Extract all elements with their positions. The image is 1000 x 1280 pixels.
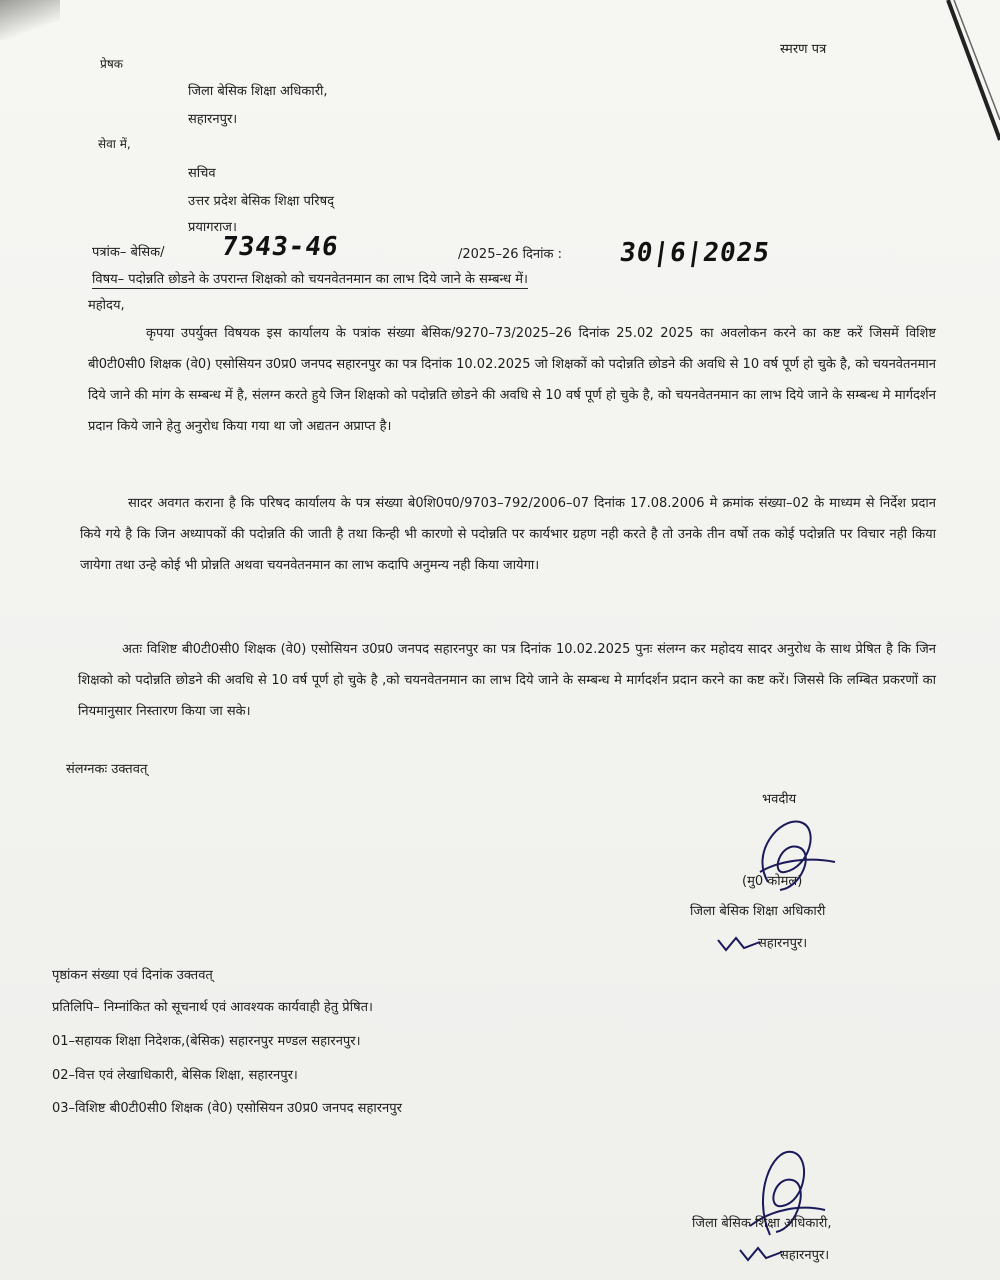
signature-initial-2 (738, 1244, 784, 1264)
paragraph-2: सादर अवगत कराना है कि परिषद कार्यालय के पत्र संख्या बे0शि0प0/9703–792/2006–07 दिनांक 17.08.2006 मे क्रमांक संख्या–02 के माध्यम से निर्देश प्रदान किये गये है कि जिन अध्यापकों की पदोन्नति की जाती है तथा किन्ही भी कारणो से पदोन्नति पर कार्यभार ग्रहण नही करते है तो उनके तीन वर्षो तक कोई पदोन्नति पर विचार नही किया जायेगा तथा उन्हे कोई भी प्रोन्नति अथवा चयनवेतनमान का लाभ कदापि अनुमन्य नही किया जायेगा। (80, 496, 936, 573)
signatory-designation: जिला बेसिक शिक्षा अधिकारी (690, 904, 826, 919)
recipient-designation: सचिव (188, 166, 216, 181)
page-corner-shadow (0, 0, 60, 40)
reminder-note: स्मरण पत्र (780, 42, 827, 57)
reference-year-date-label: /2025–26 दिनांक : (458, 247, 562, 262)
date-handwritten: 30|6|2025 (617, 238, 772, 268)
salutation: महोदय, (88, 298, 125, 313)
recipient-place: प्रयागराज। (188, 220, 237, 235)
copy-item-2: 02–वित्त एवं लेखाधिकारी, बेसिक शिक्षा, सहारनपुर। (52, 1068, 298, 1083)
pen-edge (930, 0, 1000, 150)
paragraph-1: कृपया उपर्युक्त विषयक इस कार्यालय के पत्रांक संख्या बेसिक/9270–73/2025–26 दिनांक 25.02 2025 का अवलोकन करने का कष्ट करें जिसमें विशिष्ट बी0टी0सी0 शिक्षक (वे0) एसोसियन उ0प्र0 जनपद सहारनपुर का पत्र दिनांक 10.02.2025 जो शिक्षकों को पदोन्नति छोडने की अवधि से 10 वर्ष पूर्ण हो चुके है, को चयनवेतनमान दिये जाने की मांग के सम्बन्ध में है, संलग्न करते हुये जिन शिक्षको को पदोन्नति छोडने की अवधि से 10 वर्ष पूर्ण हो चुके है, को चयनवेतनमान का लाभ दिये जाने के सम्बन्ध मे मार्गदर्शन प्रदान किये जाने हेतु अनुरोध किया गया था जो अद्यतन अप्राप्त है। (88, 326, 936, 434)
copy-item-3: 03–विशिष्ट बी0टी0सी0 शिक्षक (वे0) एसोसियन उ0प्र0 जनपद सहारनपुर (52, 1101, 402, 1116)
signatory-place: सहारनपुर। (758, 936, 808, 951)
signature-initial (716, 934, 762, 954)
footer-designation: जिला बेसिक शिक्षा अधिकारी, (692, 1216, 832, 1231)
sender-place: सहारनपुर। (188, 112, 238, 127)
subject-line: विषय– पदोन्नति छोडने के उपरान्त शिक्षको को चयनवेतनमान का लाभ दिये जाने के सम्बन्ध में। (92, 272, 528, 287)
sender-designation: जिला बेसिक शिक्षा अधिकारी, (188, 84, 328, 99)
reference-number-handwritten: 7343-46 (219, 232, 341, 262)
recipient-office: उत्तर प्रदेश बेसिक शिक्षा परिषद् (188, 194, 335, 209)
signatory-name: (मु0 कोमल) (742, 874, 803, 889)
recipient-label: सेवा में, (98, 137, 131, 151)
sender-label: प्रेषक (100, 57, 123, 71)
enclosure-note: संलग्नकः उक्तवत् (66, 762, 148, 777)
copy-item-1: 01–सहायक शिक्षा निदेशक,(बेसिक) सहारनपुर मण्डल सहारनपुर। (52, 1034, 361, 1049)
footer-place: सहारनपुर। (780, 1248, 830, 1263)
closing: भवदीय (762, 792, 797, 807)
reference-prefix: पत्रांक– बेसिक/ (92, 245, 165, 260)
endorsement-heading: पृष्ठांकन संख्या एवं दिनांक उक्तवत् (52, 968, 213, 983)
paragraph-3: अतः विशिष्ट बी0टी0सी0 शिक्षक (वे0) एसोसियन उ0प्र0 जनपद सहारनपुर का पत्र दिनांक 10.02.2025 पुनः संलग्न कर महोदय सादर अनुरोध के साथ प्रेषित है कि जिन शिक्षको को पदोन्नति छोडने की अवधि से 10 वर्ष पूर्ण हो चुके है ,को चयनवेतनमान का लाभ दिये जाने के सम्बन्ध मे मार्गदर्शन प्रदान करने का कष्ट करें। जिससे कि लम्बित प्रकरणों का नियमानुसार निस्तारण किया जा सके। (78, 642, 936, 719)
copy-line: प्रतिलिपि– निम्नांकित को सूचनार्थ एवं आवश्यक कार्यवाही हेतु प्रेषित। (52, 1000, 373, 1015)
